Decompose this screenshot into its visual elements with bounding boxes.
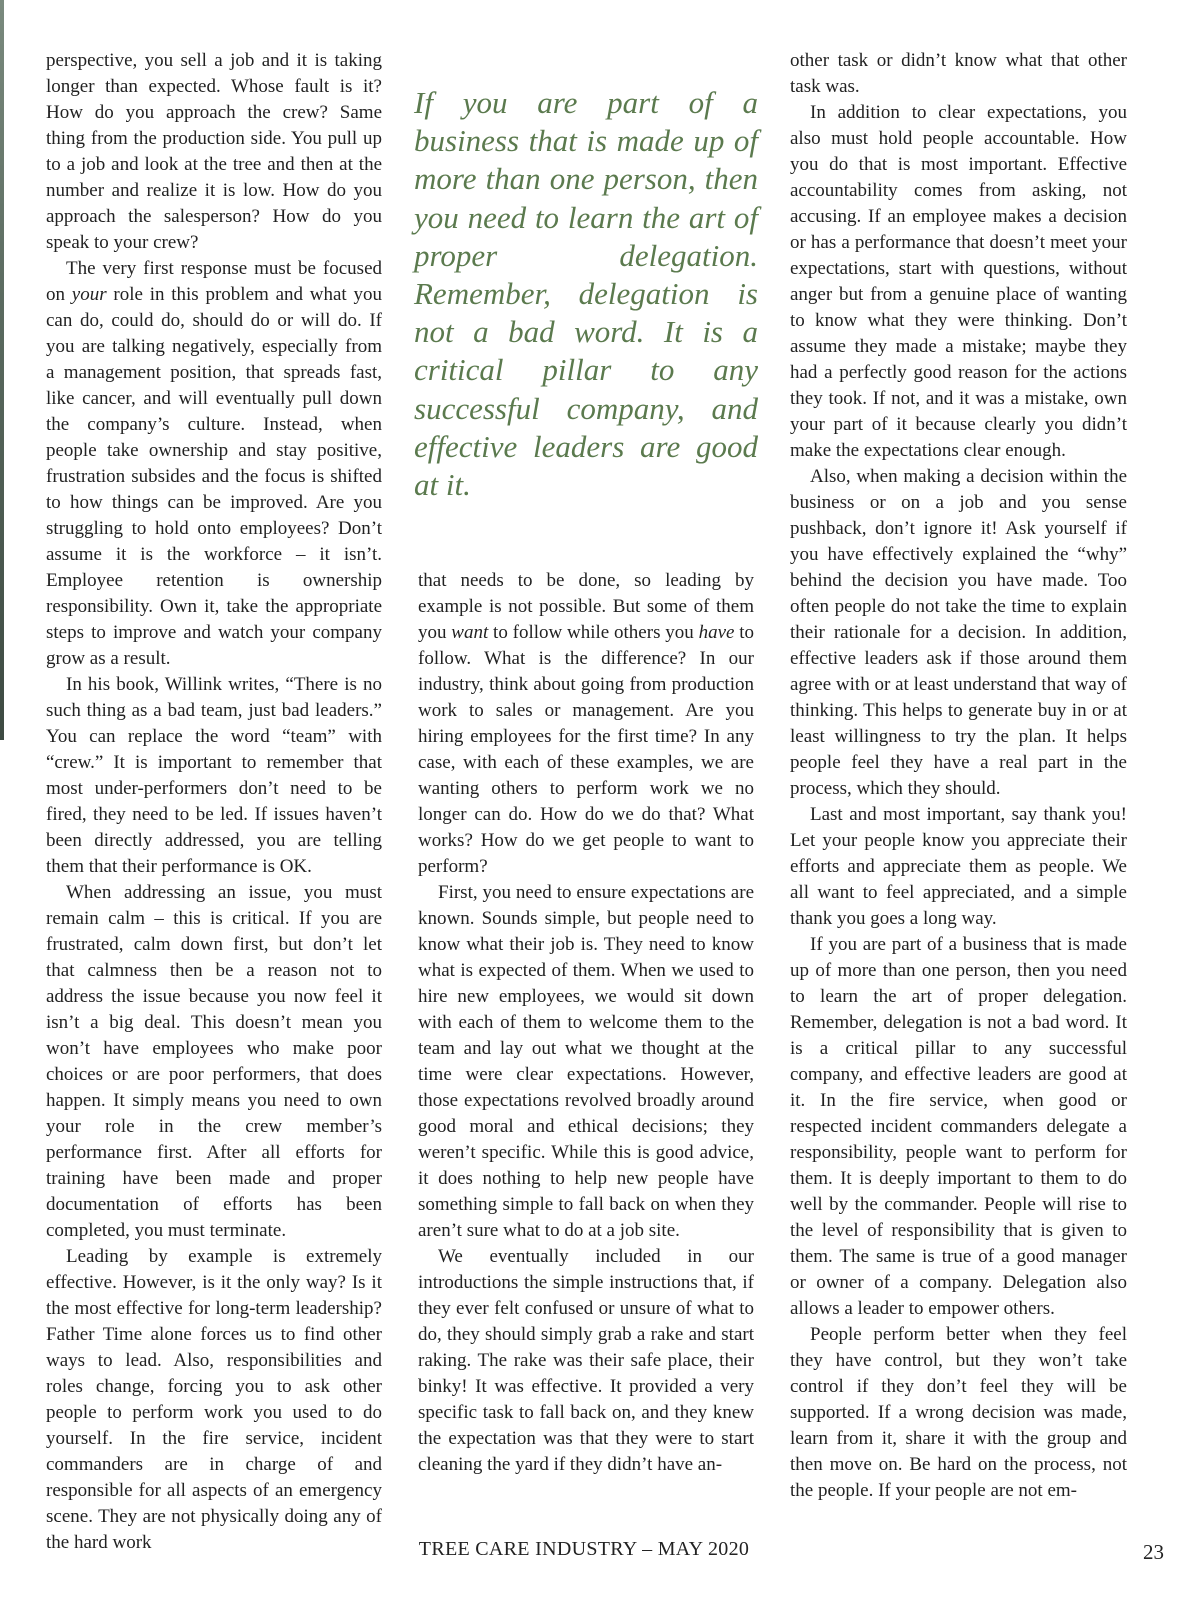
pull-quote: If you are part of a business that is made up of more than one person, then you need to learn the art of proper delegation. Remember, delegation is not a bad word. It is a critical pillar to any successful company, and effective leaders are good at it. (414, 85, 758, 503)
paragraph: that needs to be done, so leading by example is not possible. But some of them you want to follow while others you have to follow. What is the difference? In our industry, think about going from production work to sales or management. Are you hiring employees for the first time? In any case, with each of these examples, we are wanting others to perform work we no longer can do. How do we do that? What works? How do we get people to want to perform? (418, 570, 755, 877)
paragraph: perspective, you sell a job and it is taking longer than expected. Whose fault is it? How do you approach the crew? Same thing from the production side. You pull up to a job and look at the tree and then at the number and realize it is low. How do you approach the salesperson? How do you speak to your crew? (46, 50, 382, 253)
middle-column (418, 568, 754, 1478)
paragraph: People perform better when they feel they have control, but they won’t take control if they don’t feel they will be supported. If a wrong decision was made, learn from it, share it with the group and then move on. Be hard on the process, not the people. If your people are not em- (790, 1324, 1127, 1501)
page-edge-photo-strip (0, 0, 4, 740)
paragraph: If you are part of a business that is made up of more than one person, then you need to learn the art of proper delegation. Remember, delegation is not a bad word. It is a critical pillar to any successful company, and effective leaders are good at it. In the fire service, when good or respected incident commanders delegate a responsibility, people want to perform for them. It is deeply important to them to do well by the commander. People will rise to the level of responsibility that is given to them. The same is true of a good manager or owner of a company. Delegation also allows a leader to empower others. (790, 934, 1127, 1319)
paragraph: We eventually included in our introductions the simple instructions that, if they ever felt confused or unsure of what to do, they should simply grab a rake and start raking. The rake was their safe place, their binky! It was effective. It provided a very specific task to fall back on, and they knew the expectation was that they were to start cleaning the yard if they didn’t have an- (418, 1246, 754, 1475)
paragraph: When addressing an issue, you must remain calm – this is critical. If you are frustrated, calm down first, but don’t let that calmness then be a reason not to address the issue because you now feel it isn’t a big deal. This doesn’t mean you won’t have employees who make poor choices or are poor performers, that does happen. It simply means you need to own your role in the crew member’s performance first. After all efforts for training have been made and proper documentation of efforts has been completed, you must terminate. (46, 882, 382, 1241)
paragraph: Leading by example is extremely effective. However, is it the only way? Is it the most effective for long-term leadership? Father Time alone forces us to find other ways to lead. Also, responsibilities and roles change, forcing you to ask other people to perform work you used to do yourself. In the fire service, incident commanders are in charge of and responsible for all aspects of an emergency scene. They are not physically doing any of the hard work (46, 1246, 382, 1553)
left-column (46, 48, 382, 1556)
paragraph: Last and most important, say thank you! Let your people know you appreciate their efforts and appreciate them as people. We all want to feel appreciated, and a simple thank you goes a long way. (790, 804, 1127, 929)
footer-publication: TREE CARE INDUSTRY – MAY 2020 (418, 1538, 750, 1560)
page-number: 23 (1143, 1540, 1164, 1564)
paragraph: In his book, Willink writes, “There is no such thing as a bad team, just bad leaders.” You can replace the word “team” with “crew.” It is important to remember that most under-performers don’t need to be fired, they need to be led. If issues haven’t been directly addressed, you are telling them that their performance is OK. (46, 674, 382, 877)
paragraph: In addition to clear expectations, you also must hold people accountable. How you do that is most important. Effective accountability comes from asking, not accusing. If an employee makes a decision or has a performance that doesn’t meet your expectations, start with questions, without anger but from a genuine place of wanting to know what they were thinking. Don’t assume they made a mistake; maybe they had a perfectly good reason for the actions they took. If not, and it was a mistake, own your part of it because clearly you didn’t make the expectations clear enough. (790, 102, 1127, 461)
paragraph: The very first response must be focused on your role in this problem and what you can do, could do, should do or will do. If you are talking negatively, especially from a management position, that spreads fast, like cancer, and will eventually pull down the company’s culture. Instead, when people take ownership and stay positive, frustration subsides and the focus is shifted to how things can be improved. Are you struggling to hold onto employees? Don’t assume it is the workforce – it isn’t. Employee retention is ownership responsibility. Own it, take the appropriate steps to improve and watch your company grow as a result. (46, 258, 382, 669)
paragraph: other task or didn’t know what that other task was. (790, 50, 1127, 97)
right-column (790, 48, 1127, 1504)
paragraph: First, you need to ensure expectations are known. Sounds simple, but people need to know what their job is. They need to know what is expected of them. When we used to hire new employees, we would sit down with each of them to welcome them to the team and lay out what we thought at the time were clear expectations. However, those expectations revolved broadly around good moral and ethical decisions; they weren’t specific. While this is good advice, it does nothing to help new people have something simple to fall back on when they aren’t sure what to do at a job site. (418, 882, 754, 1241)
paragraph: Also, when making a decision within the business or on a job and you sense pushback, don’t ignore it! Ask yourself if you have effectively explained the “why” behind the decision you have made. Too often people do not take the time to explain their rationale for a decision. In addition, effective leaders ask if those around them agree with or at least understand that way of thinking. This helps to generate buy in or at least willingness to try the plan. It helps people feel they have a real part in the process, which they should. (790, 466, 1127, 799)
